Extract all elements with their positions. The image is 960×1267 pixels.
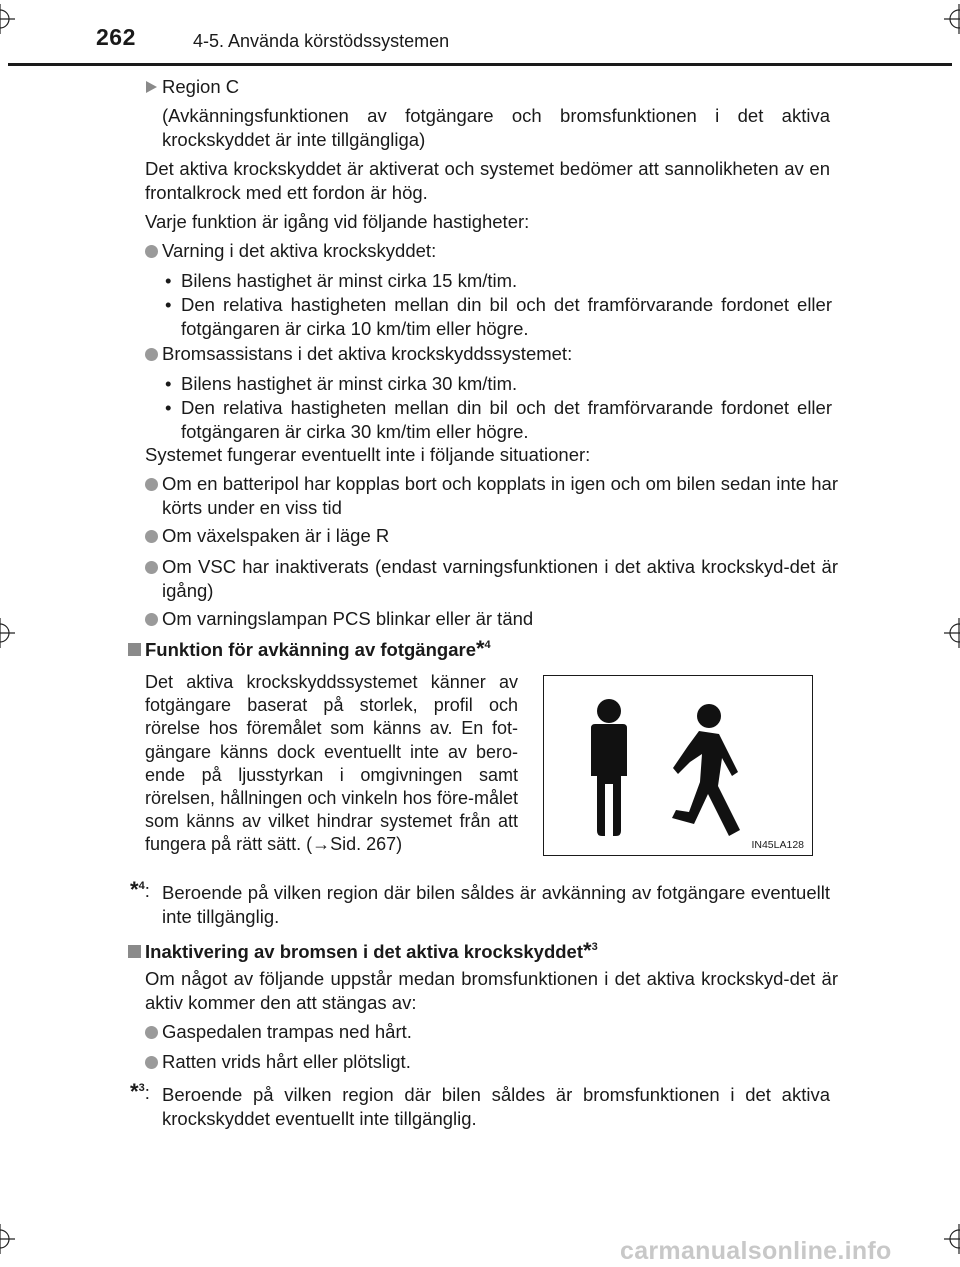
crop-mark-icon (0, 1224, 15, 1254)
page-number: 262 (96, 24, 136, 50)
watermark: carmanualsonline.info (620, 1237, 892, 1265)
crop-mark-icon (944, 618, 960, 648)
circle-bullet-icon (145, 478, 158, 491)
situation-item-3: Om VSC har inaktiverats (endast varningsfunktionen i det aktiva krockskyd-det är igång) (162, 556, 838, 601)
crop-mark-icon (944, 4, 960, 34)
pedestrian-icon (544, 676, 811, 854)
crop-mark-icon (0, 4, 15, 34)
warning-item-2: Den relativa hastigheten mellan din bil och det framförvarande fordonet eller fotgängaren är cirka 10 km/tim eller högre. (181, 294, 832, 339)
pedestrian-figure (543, 675, 813, 856)
square-bullet-icon (128, 643, 141, 656)
triangle-bullet-icon (146, 81, 157, 93)
crop-mark-icon (0, 618, 15, 648)
footnote-3-mark: *$^3$: (130, 1079, 150, 1104)
section-title: 4-5. Använda körstödssystemen (193, 31, 450, 51)
warning-title: Varning i det aktiva krockskyddet: (162, 240, 437, 261)
square-bullet-icon (128, 945, 141, 958)
region-c-title: Region C (162, 76, 240, 97)
region-c-note: (Avkänningsfunktionen av fotgängare och bromsfunktionen i det aktiva krockskyddet är inte tillgängliga) (162, 105, 830, 150)
deactivation-body: Om något av följande uppstår medan bromsfunktionen i det aktiva krockskyd-det är aktiv kommer den att stängas av: (145, 968, 838, 1013)
speed-intro: Varje funktion är igång vid följande hastigheter: (145, 211, 530, 232)
circle-bullet-icon (145, 561, 158, 574)
circle-bullet-icon (145, 245, 158, 258)
pedestrian-body: Det aktiva krockskyddssystemet känner av fotgängare baserat på storlek, profil och rörelse hos föremålet som känns av. En fot-gängare känns dock eventuellt inte av bero-ende på ljusstyrkan i omgivningen samt rörelsen, hållningen och vinkeln hos före-målet som känns av vilket hindrar systemet från att fungera på rätt sätt. (→Sid. 267) (145, 672, 518, 855)
footnote-4-text: Beroende på vilken region där bilen såldes är avkänning av fotgängare eventuellt inte tillgänglig. (162, 882, 830, 927)
brake-item-1: Bilens hastighet är minst cirka 30 km/tim. (181, 373, 518, 394)
situation-item-2: Om växelspaken är i läge R (162, 525, 390, 546)
deactivation-item-1: Gaspedalen trampas ned hårt. (162, 1021, 412, 1042)
circle-bullet-icon (145, 613, 158, 626)
footnote-4-mark: *$^4$: (130, 877, 150, 902)
header-rule (8, 63, 952, 66)
pedestrian-heading: Funktion för avkänning av fotgängare*$^4$ (145, 636, 491, 661)
footnote-3-text: Beroende på vilken region där bilen såldes är bromsfunktionen i det aktiva krockskyddet eventuellt inte tillgänglig. (162, 1084, 830, 1129)
deactivation-heading: Inaktivering av bromsen i det aktiva krockskyddet*$^3$ (145, 938, 598, 963)
figure-code: IN45LA128 (751, 839, 804, 851)
warning-item-bullet: • (165, 270, 172, 291)
deactivation-item-2: Ratten vrids hårt eller plötsligt. (162, 1051, 411, 1072)
brake-item-2: Den relativa hastigheten mellan din bil och det framförvarande fordonet eller fotgängaren är cirka 30 km/tim eller högre. (181, 397, 832, 442)
crop-mark-icon (944, 1224, 960, 1254)
circle-bullet-icon (145, 348, 158, 361)
situation-item-1: Om en batteripol har kopplas bort och kopplats in igen och om bilen sedan inte har körts under en viss tid (162, 473, 838, 518)
circle-bullet-icon (145, 1056, 158, 1069)
situation-item-4: Om varningslampan PCS blinkar eller är tänd (162, 608, 534, 629)
circle-bullet-icon (145, 1026, 158, 1039)
brake-item-bullet: • (165, 397, 172, 418)
warning-item-1: Bilens hastighet är minst cirka 15 km/tim. (181, 270, 518, 291)
brake-assist-title: Bromsassistans i det aktiva krockskyddssystemet: (162, 343, 573, 364)
brake-item-bullet: • (165, 373, 172, 394)
warning-item-bullet: • (165, 294, 172, 315)
situations-intro: Systemet fungerar eventuellt inte i följande situationer: (145, 444, 591, 465)
circle-bullet-icon (145, 530, 158, 543)
intro-paragraph: Det aktiva krockskyddet är aktiverat och systemet bedömer att sannolikheten av en frontalkrock med ett fordon är hög. (145, 158, 830, 203)
